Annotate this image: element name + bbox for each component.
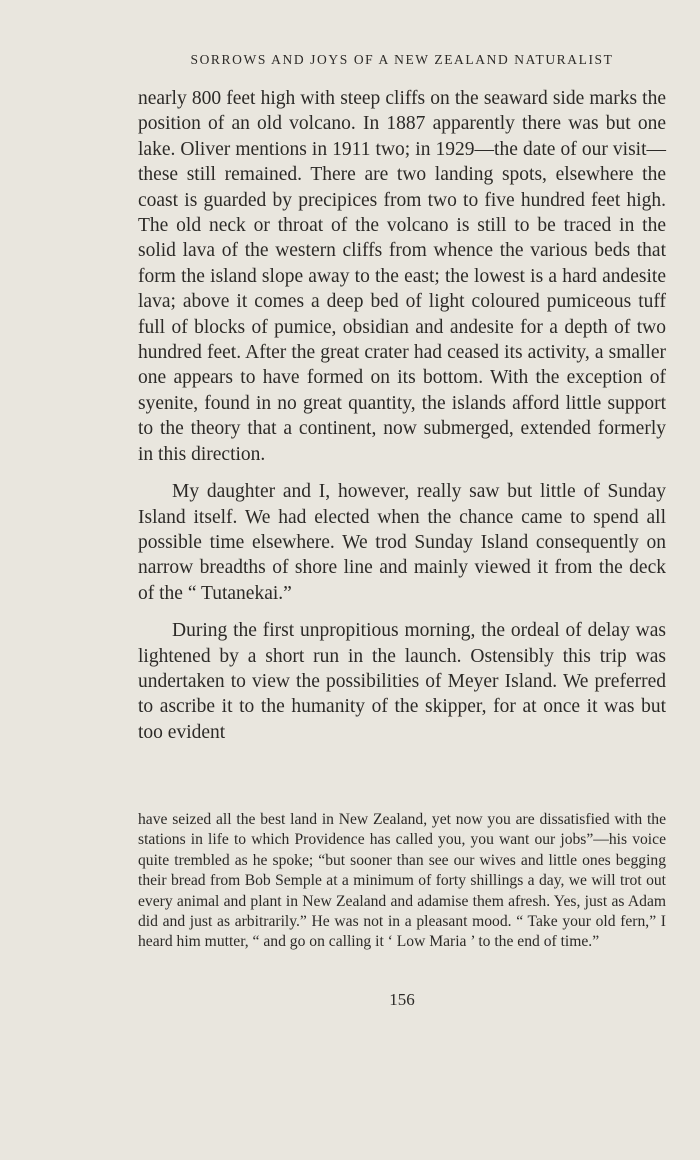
paragraph: nearly 800 feet high with steep cliffs on the seaward side marks the position of an old volcano. In 1887 apparently there was but one lake. Oliver mentions in 1911 two; in 1929—the date of our visit—these still remained. There are two landing spots, elsewhere the coast is guarded by precipices from two to five hundred feet high. The old neck or throat of the volcano is still to be traced in the solid lava of the western cliffs from whence the various beds that form the island slope away to the east; the lowest is a hard andesite lava; above it comes a deep bed of light coloured pumiceous tuff full of blocks of pumice, obsidian and andesite for a depth of two hundred feet. After the great crater had ceased its activity, a smaller one appears to have formed on its bottom. With the exception of syenite, found in no great quantity, the islands afford little support to the theory that a continent, now submerged, extended formerly in this direction. (138, 88, 666, 465)
paragraph: During the first unpropitious morning, the ordeal of delay was lightened by a short run in the launch. Ostensibly this trip was undertaken to view the possibilities of Meyer Island. We preferred to ascribe it to the humanity of the skipper, for at once it was but too evident (138, 620, 666, 743)
footnote (138, 810, 666, 953)
main-text (138, 86, 666, 745)
footnote-text: have seized all the best land in New Zealand, yet now you are dissatisfied with the stations in life to which Providence has called you, you want our jobs”—his voice quite trembled as he spoke; “but sooner than see our wives and little ones begging their bread from Bob Semple at a minimum of forty shillings a day, we will trot out every animal and plant in New Zealand and adamise them afresh. Yes, just as Adam did and just as arbitrarily.” He was not in a pleasant mood. “ Take your old fern,” I heard him mutter, “ and go on calling it ‘ Low Maria ’ to the end of time.” (138, 811, 666, 951)
paragraph: My daughter and I, however, really saw but little of Sunday Island itself. We had elected when the chance came to spend all possible time elsewhere. We trod Sunday Island consequently on narrow breadths of shore line and mainly viewed it from the deck of the “ Tutanekai.” (138, 481, 666, 604)
running-head: SORROWS AND JOYS OF A NEW ZEALAND NATURALIST (190, 52, 614, 67)
page-number: 156 (389, 990, 415, 1009)
